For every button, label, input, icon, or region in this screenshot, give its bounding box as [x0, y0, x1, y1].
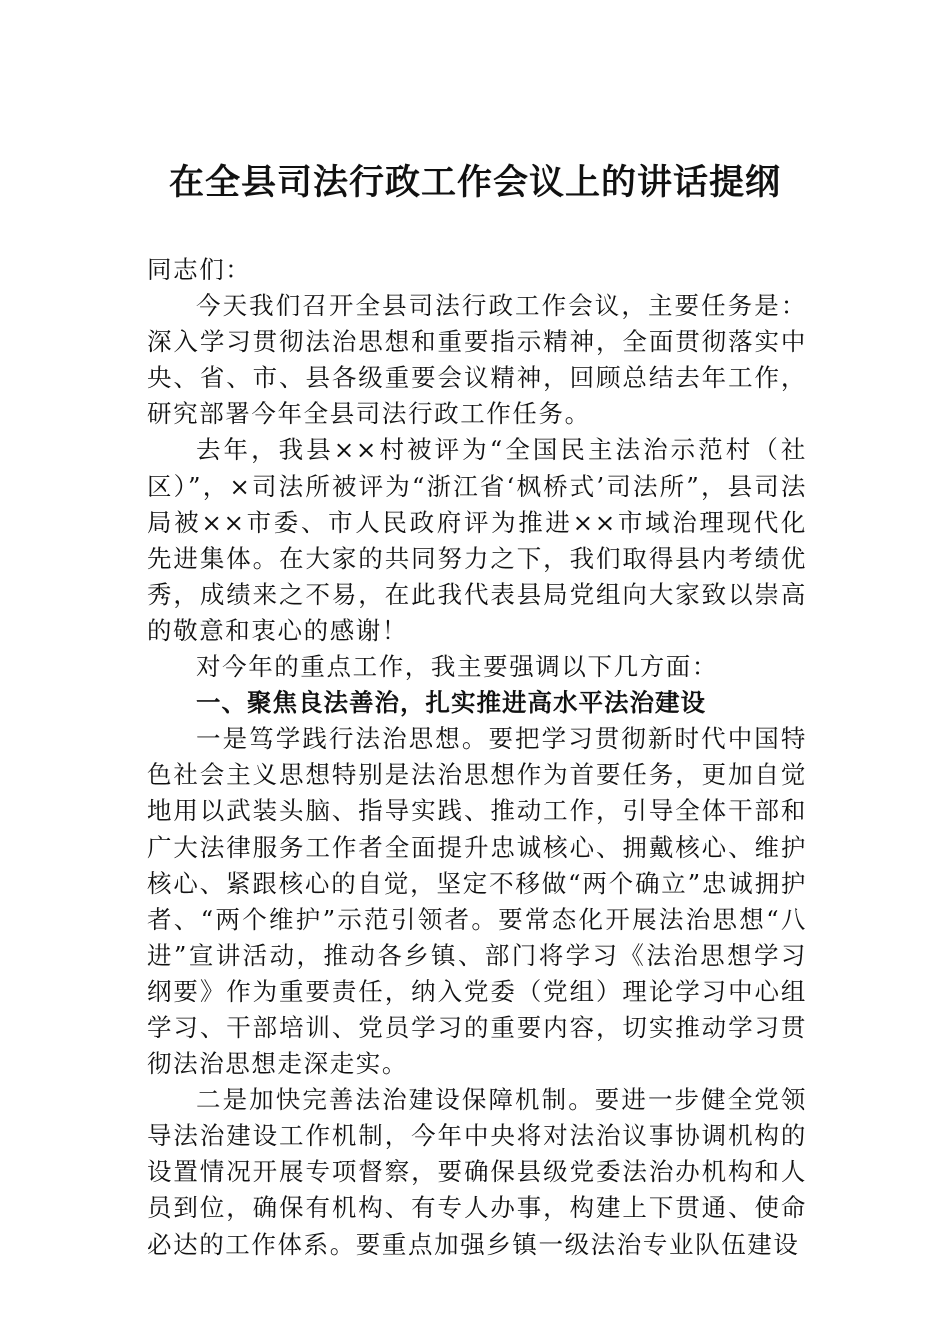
item-paragraph-1 — [147, 721, 807, 1082]
item-text-1: 要把学习贯彻新时代中国特色社会主义思想特别是法治思想作为首要任务，更加自觉地用以武装头脑、指导实践、推动工作，引导全体干部和广大法律服务工作者全面提升忠诚核心、拥戴核心、维护核心、紧跟核心的自觉，坚定不移做“两个确立”忠诚拥护者、“两个维护”示范引领者。要常态化开展法治思想“八进”宣讲活动，推动各乡镇、部门将学习《法治思想学习纲要》作为重要责任，纳入党委（党组）理论学习中心组学习、干部培训、党员学习的重要内容，切实推动学习贯彻法治思想走深走实。 — [147, 724, 807, 1079]
document-body — [147, 252, 807, 1263]
item-paragraph-2 — [147, 1082, 807, 1262]
item-lead-2: 二是加快完善法治建设保障机制。 — [196, 1085, 595, 1115]
section-heading: 一、聚焦良法善治，扎实推进高水平法治建设 — [196, 688, 706, 718]
item-text-2: 要进一步健全党领导法治建设工作机制，今年中央将对法治议事协调机构的设置情况开展专项督察，要确保县级党委法治办机构和人员到位，确保有机构、有专人办事，构建上下贯通、使命必达的工作体系。要重点加强乡镇一级法治专业队伍建设 — [147, 1085, 807, 1259]
paragraph-achievements: 去年，我县××村被评为“全国民主法治示范村（社区）”，×司法所被评为“浙江省‘枫桥式’司法所”，县司法局被××市委、市人民政府评为推进××市域治理现代化先进集体。在大家的共同努力之下，我们取得县内考绩优秀，成绩来之不易，在此我代表县局党组向大家致以崇高的敬意和衷心的感谢！ — [147, 435, 807, 645]
paragraph-intro: 今天我们召开全县司法行政工作会议，主要任务是：深入学习贯彻法治思想和重要指示精神，全面贯彻落实中央、省、市、县各级重要会议精神，回顾总结去年工作，研究部署今年全县司法行政工作任务。 — [147, 291, 807, 429]
document-title: 在全县司法行政工作会议上的讲话提纲 — [168, 162, 781, 203]
paragraph-key-work: 对今年的重点工作，我主要强调以下几方面： — [196, 652, 718, 682]
greeting: 同志们： — [147, 255, 252, 284]
item-lead-1: 一是笃学践行法治思想。 — [196, 724, 489, 754]
